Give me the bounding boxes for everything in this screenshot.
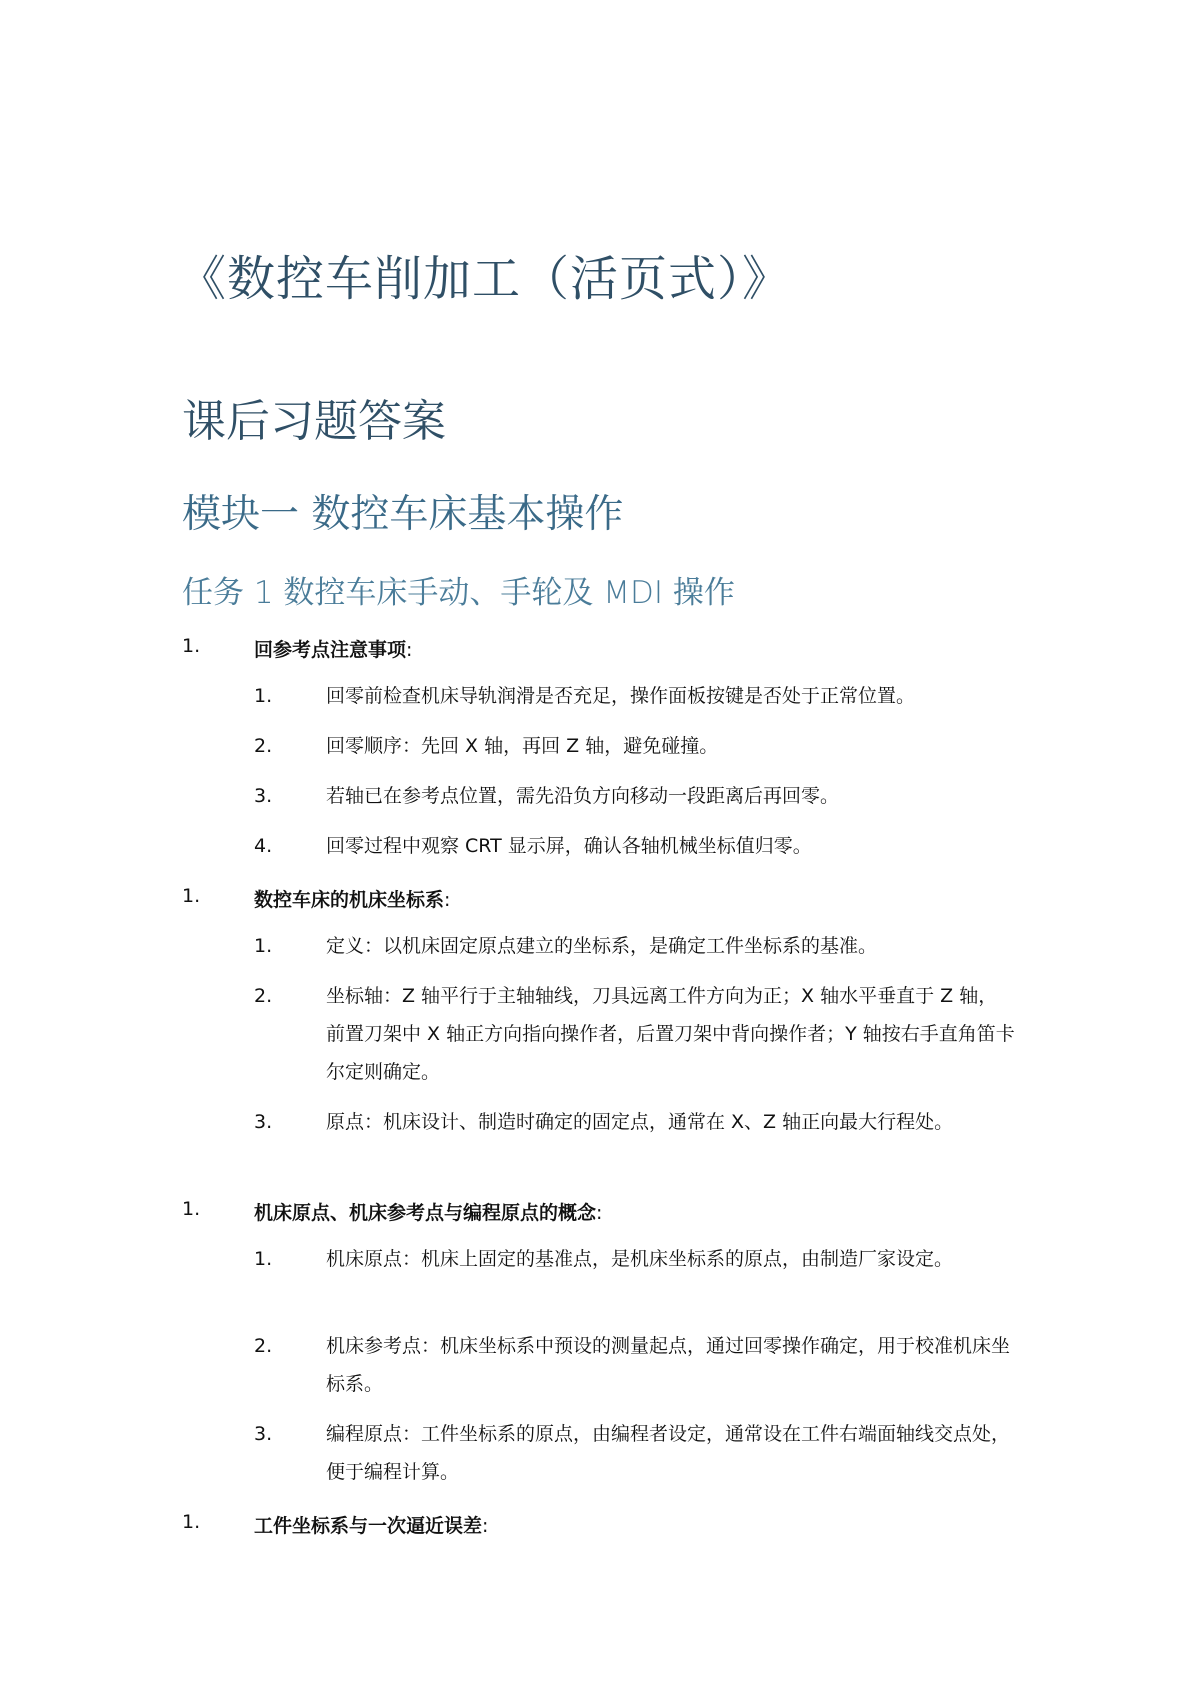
answer-number: 3.	[254, 1423, 273, 1445]
answer-text: 坐标轴：Z 轴平行于主轴轴线，刀具远离工件方向为正；X 轴水平垂直于 Z 轴，前置刀架中 X 轴正方向指向操作者，后置刀架中背向操作者；Y 轴按右手直角笛卡尔定则确定。	[326, 985, 1015, 1083]
question-label-text: 工件坐标系与一次逼近误差	[254, 1515, 483, 1537]
answer-text: 回零过程中观察 CRT 显示屏，确认各轴机械坐标值归零。	[326, 835, 812, 857]
answer-number: 4.	[254, 835, 273, 857]
answer-number: 1.	[254, 685, 273, 707]
module-heading: 模块一 数控车床基本操作	[182, 492, 624, 537]
question-number: 1.	[182, 885, 201, 907]
question-label-text: 数控车床的机床坐标系	[254, 889, 445, 911]
answer-number: 2.	[254, 985, 273, 1007]
question-label	[254, 1198, 602, 1225]
answer-number: 2.	[254, 1335, 273, 1357]
question-label-text: 回参考点注意事项	[254, 639, 407, 661]
question-label	[254, 885, 450, 912]
question-number: 1.	[182, 635, 201, 657]
question-colon: :	[444, 889, 451, 911]
answer-text: 回零前检查机床导轨润滑是否充足，操作面板按键是否处于正常位置。	[326, 685, 916, 707]
question-label-text: 机床原点、机床参考点与编程原点的概念	[254, 1202, 597, 1224]
answer-text: 机床参考点：机床坐标系中预设的测量起点，通过回零操作确定，用于校准机床坐标系。	[326, 1335, 1011, 1395]
question-label	[254, 1511, 488, 1538]
answer-text: 回零顺序：先回 X 轴，再回 Z 轴，避免碰撞。	[326, 735, 719, 757]
answer-text: 定义：以机床固定原点建立的坐标系，是确定工件坐标系的基准。	[326, 935, 878, 957]
document-subtitle: 课后习题答案	[182, 396, 446, 447]
question-label	[254, 635, 412, 662]
question-number: 1.	[182, 1511, 201, 1533]
task-heading: 任务 1 数控车床手动、手轮及 MDI 操作	[182, 575, 735, 611]
answer-text: 编程原点：工件坐标系的原点，由编程者设定，通常设在工件右端面轴线交点处，便于编程计算。	[326, 1423, 1011, 1483]
question-colon: :	[482, 1515, 489, 1537]
answer-text: 原点：机床设计、制造时确定的固定点，通常在 X、Z 轴正向最大行程处。	[326, 1111, 954, 1133]
answer-number: 1.	[254, 935, 273, 957]
answer-number: 1.	[254, 1248, 273, 1270]
answer-number: 2.	[254, 735, 273, 757]
question-number: 1.	[182, 1198, 201, 1220]
answer-number: 3.	[254, 1111, 273, 1133]
question-colon: :	[406, 639, 413, 661]
answer-text: 若轴已在参考点位置，需先沿负方向移动一段距离后再回零。	[326, 785, 840, 807]
answer-text: 机床原点：机床上固定的基准点，是机床坐标系的原点，由制造厂家设定。	[326, 1248, 954, 1270]
answer-number: 3.	[254, 785, 273, 807]
document-title: 《数控车削加工（活页式）》	[178, 251, 792, 307]
question-colon: :	[596, 1202, 603, 1224]
